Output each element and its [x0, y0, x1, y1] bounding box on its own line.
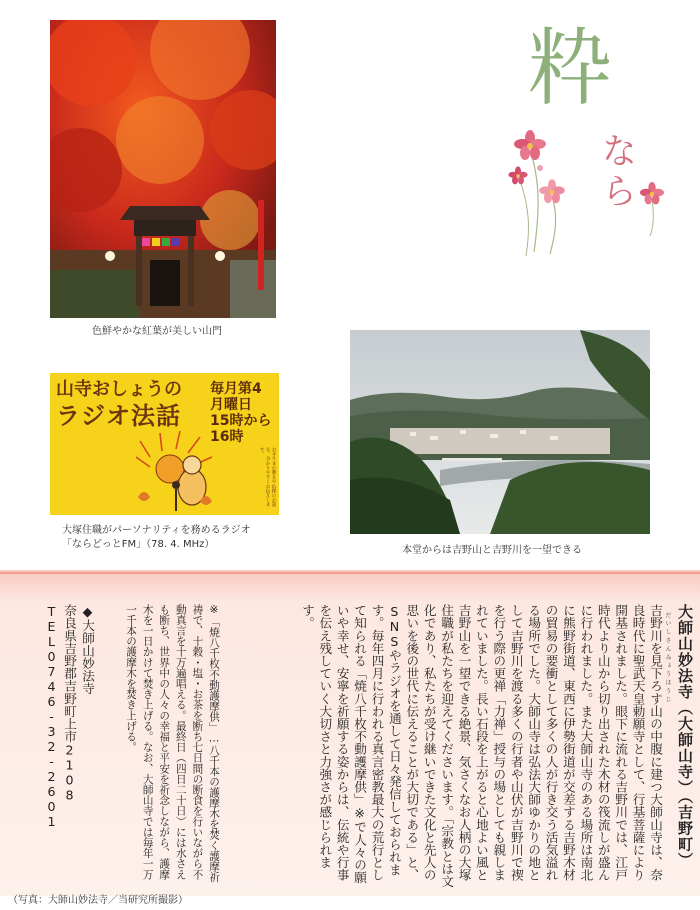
- temple-address: 奈良県吉野郡吉野町上市2108: [62, 604, 77, 803]
- temple-gate-caption: 色鮮やかな紅葉が美しい山門: [92, 326, 222, 337]
- radio-poster: [50, 373, 279, 515]
- monk-illustration: [130, 427, 220, 513]
- temple-tel: TEL0746-32-2601: [44, 604, 59, 829]
- poster-title-line2: ラジオ法話: [56, 401, 181, 430]
- article-divider: [0, 572, 700, 574]
- temple-address-block: [18, 604, 96, 894]
- radio-caption-line1: 大塚住職がパーソナリティを務めるラジオ: [62, 525, 251, 536]
- yoshino-view-photo: [350, 330, 650, 534]
- radio-caption-line2: 「ならどっとFM」（78. 4. MHz）: [62, 539, 215, 550]
- magazine-title-nara: なら: [596, 132, 637, 212]
- poster-schedule-day: 毎月第4月曜日: [210, 381, 262, 413]
- poster-title: [56, 377, 206, 429]
- article-note: ※「焼八千枚不動護摩供」…八千本の護摩木を焚く護摩祈祷で、十穀・塩・お茶を断ち七日間の断食を行いながら不動真言を十万遍唱える。最終日（四日二十日）には水さえも断ち、世界中の人々の幸福と平安を祈念しながら、護摩木を一日かけて焚き上げる。なお、大師山寺では毎年一万一千本の護摩木を焚き上げる。: [125, 604, 220, 883]
- poster-schedule-time: 15時から16時: [210, 413, 272, 445]
- article-heading: 大師山妙法寺（大師山寺）（吉野町）: [676, 604, 694, 869]
- article-body: 吉野川を見下ろす山の中腹に建つ大師山寺は、奈良時代に聖武天皇勅願寺として、行基菩薩により開基されました。眼下に流れる吉野川では、江戸時代より山から切り出された木材の筏流しが盛んに行われました。また大師山寺のある場所は南北に熊野街道、東西に伊勢街道が交差する吉野木材の貿易の要衝として多くの人が行き交う活気溢れる場所でした。大師山寺は弘法大師ゆかりの地として吉野川を渡る多くの行者や山伏が吉野川で禊を行う際の更禅「力禅」授与の場としても親しまれていました。長い石段を上がると心地よい風と吉野山を一望できる絶景、気さくなお人柄の大塚住職が私たちを迎えてくださいます。「宗教とは文化であり、私たちが受け継いできた文化と先人の思いを後の世代に伝えることが大切である」と、SNSやラジオを通して日々発信しておられます。毎年四月に行われる真言密教最大の荒行として知られる「焼八千枚不動護摩供」※で人々の願いや幸せ、安寧を祈願する姿からは、伝統や行事を伝え残していく大切さと力強さが感じられます。: [299, 604, 663, 888]
- poster-title-line1: 山寺おしょうの: [56, 379, 182, 400]
- magazine-title-iki: 粋: [528, 19, 613, 117]
- view-caption: 本堂からは吉野山と吉野川を一望できる: [402, 545, 582, 556]
- photo-credit: （写真：大師山妙法寺／当研究所撮影）: [8, 895, 188, 906]
- cosmos-flower-small-illustration: [634, 178, 674, 238]
- article-heading-ruby: だいしさんみょうほうじ: [664, 612, 671, 705]
- poster-body-text: お寺さまの教えや仏様のお話を、分かりやすくお伝えします。: [259, 447, 276, 507]
- temple-name: ◆大師山妙法寺: [80, 604, 95, 695]
- temple-gate-photo: [50, 20, 276, 318]
- cosmos-flower-illustration: [500, 120, 610, 260]
